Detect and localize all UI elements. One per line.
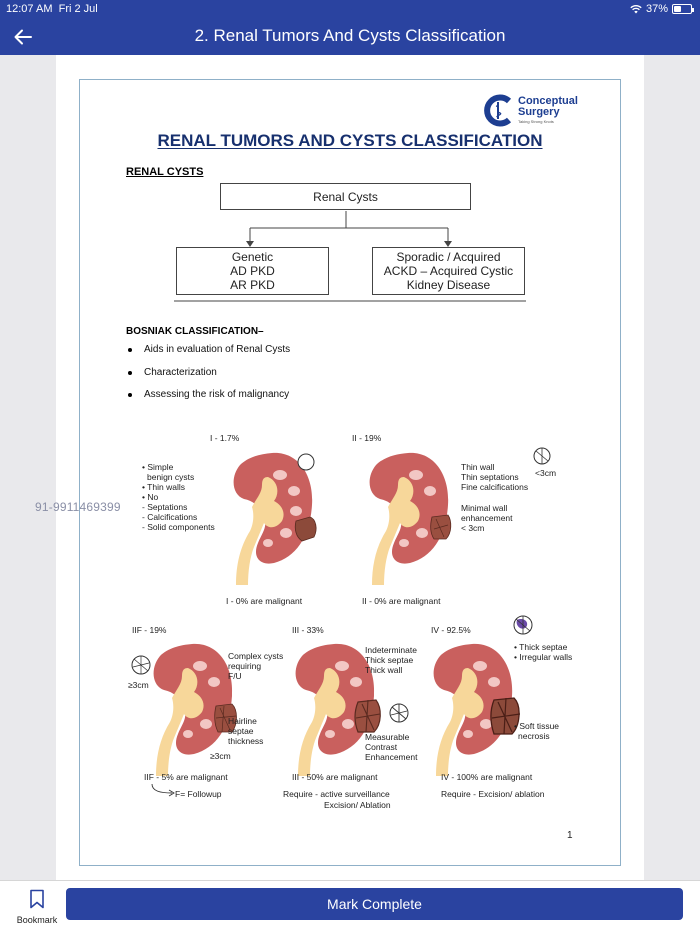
- document-viewer[interactable]: [0, 55, 700, 880]
- battery-percent: 37%: [645, 3, 668, 15]
- flow-box-genetic: [176, 247, 329, 295]
- flow-left-line: AR PKD: [230, 278, 275, 292]
- bottom-toolbar: [0, 880, 700, 934]
- class-i-notes: • Simple benign cysts • Thin walls • No - Septations - Calcifications - Solid components: [142, 462, 215, 532]
- class-iii-notes-2: Measurable Contrast Enhancement: [365, 732, 418, 762]
- flow-box-renal-cysts: [220, 183, 471, 210]
- logo-text-2: Surgery: [518, 106, 560, 118]
- class-ii-caption: II - 0% are malignant: [362, 596, 441, 606]
- class-iif-size: ≥3cm: [128, 680, 149, 690]
- phone-watermark: 91-9911469399: [35, 500, 121, 514]
- kidney-illustration-ii: [360, 447, 456, 587]
- list-item: Aids in evaluation of Renal Cysts: [126, 343, 290, 366]
- flow-left-line: Genetic: [231, 250, 274, 264]
- class-i-title: I - 1.7%: [210, 433, 240, 443]
- status-time: 12:07 AM Fri 2 Jul: [6, 3, 98, 15]
- class-iif-notes: Complex cysts requiring F/U: [228, 651, 284, 681]
- flow-right-line: ACKD – Acquired Cystic: [383, 264, 514, 278]
- class-iif-followup: F= Followup: [175, 789, 222, 799]
- simple-cyst-icon: [296, 452, 316, 472]
- list-item: Characterization: [126, 366, 290, 389]
- section-bosniak: BOSNIAK CLASSIFICATION–: [126, 326, 264, 337]
- flow-right-line: Kidney Disease: [406, 278, 491, 292]
- class-iii-notes: Indeterminate Thick septae Thick wall: [365, 645, 417, 675]
- wifi-icon: [630, 4, 642, 14]
- flow-box-sporadic: [372, 247, 525, 295]
- bosniak-bullet-list: [126, 343, 290, 411]
- class-iii-require-2: Excision/ Ablation: [324, 800, 391, 810]
- class-i-caption: I - 0% are malignant: [226, 596, 303, 606]
- class-iii-require: Require - active surveillance: [283, 789, 390, 799]
- class-iif-caption: IIF - 5% are malignant: [144, 772, 228, 782]
- enhancing-cyst-icon: [388, 702, 410, 724]
- class-ii-title: II - 19%: [352, 433, 382, 443]
- flow-left-line: AD PKD: [230, 264, 275, 278]
- class-iif-notes-2: Hairline septae thickness: [228, 716, 264, 746]
- page-frame: [79, 79, 621, 866]
- class-iv-require: Require - Excision/ ablation: [441, 789, 545, 799]
- kidney-illustration-iv: [424, 638, 520, 778]
- page-title: 2. Renal Tumors And Cysts Classification: [194, 26, 506, 45]
- flow-right-line: Sporadic / Acquired: [396, 250, 501, 264]
- bookmark-label: Bookmark: [16, 915, 58, 925]
- logo-text-1: Conceptual: [518, 95, 578, 107]
- mark-complete-button[interactable]: Mark Complete: [66, 888, 683, 920]
- class-iii-title: III - 33%: [292, 625, 324, 635]
- list-item: Assessing the risk of malignancy: [126, 388, 290, 411]
- septated-cyst-icon: [532, 446, 552, 466]
- class-iif-size-2: ≥3cm: [210, 751, 231, 761]
- class-ii-notes: Thin wall Thin septations Fine calcifications: [461, 462, 529, 492]
- solid-cyst-icon: [512, 614, 534, 636]
- flow-top-label: Renal Cysts: [313, 189, 378, 204]
- document-title: RENAL TUMORS AND CYSTS CLASSIFICATION: [157, 131, 543, 150]
- class-iii-caption: III - 50% are malignant: [292, 772, 378, 782]
- logo-tagline: Taking Strong Knots: [518, 119, 554, 124]
- section-renal-cysts: RENAL CYSTS: [126, 166, 204, 178]
- status-right: [630, 3, 692, 15]
- document-page: [56, 55, 644, 880]
- nav-bar: [0, 18, 700, 55]
- bookmark-button[interactable]: [12, 889, 62, 929]
- class-iv-notes-2: • Soft tissue necrosis: [514, 721, 560, 741]
- battery-icon: [672, 4, 692, 14]
- page-number: 1: [567, 830, 573, 841]
- class-iv-title: IV - 92.5%: [431, 625, 471, 635]
- curved-arrow-icon: [150, 783, 176, 797]
- bookmark-icon: [29, 889, 45, 909]
- class-iv-caption: IV - 100% are malignant: [441, 772, 533, 782]
- class-iv-notes: • Thick septae • Irregular walls: [514, 642, 573, 662]
- class-ii-notes-2: Minimal wall enhancement < 3cm: [461, 503, 513, 533]
- class-iif-title: IIF - 19%: [132, 625, 167, 635]
- status-bar: [0, 0, 700, 18]
- class-ii-size: <3cm: [535, 468, 557, 478]
